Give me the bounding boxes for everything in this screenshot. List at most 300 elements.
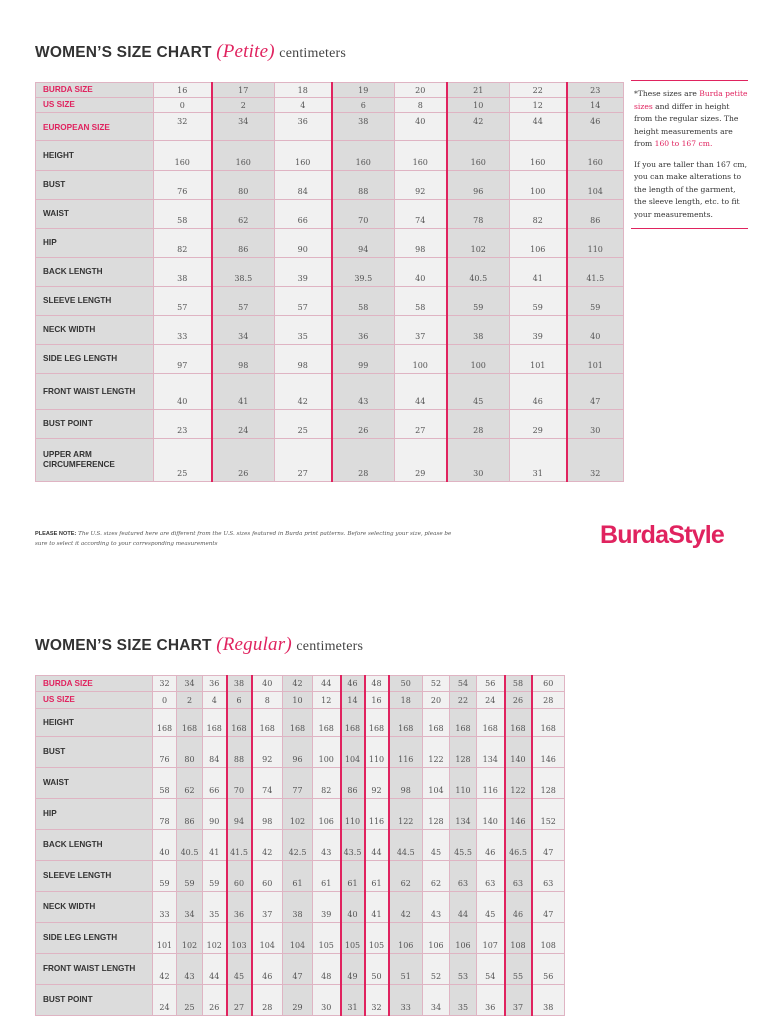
cell: 48 bbox=[313, 954, 341, 985]
cell: 82 bbox=[510, 200, 567, 229]
cell: 88 bbox=[332, 171, 395, 200]
side-note-paragraph: *These sizes are Burda petite sizes and differ in height from the regular sizes. The height measurements are from 160 to 167 cm. bbox=[634, 89, 748, 148]
cell: 160 bbox=[395, 141, 447, 171]
cell: 66 bbox=[203, 768, 227, 799]
table-row bbox=[36, 83, 624, 98]
cell: 70 bbox=[227, 768, 252, 799]
cell: 40 bbox=[154, 374, 212, 410]
cell: 58 bbox=[395, 287, 447, 316]
cell: 134 bbox=[477, 737, 505, 768]
cell: 122 bbox=[389, 799, 423, 830]
cell: 17 bbox=[212, 83, 275, 98]
petite-side-note bbox=[631, 80, 748, 229]
cell: 168 bbox=[532, 709, 565, 737]
cell: 25 bbox=[275, 410, 332, 439]
table-row bbox=[36, 692, 565, 709]
cell: 92 bbox=[395, 171, 447, 200]
cell: 168 bbox=[177, 709, 203, 737]
table-row bbox=[36, 439, 624, 482]
cell: 128 bbox=[450, 737, 477, 768]
cell: 28 bbox=[252, 985, 283, 1016]
cell: 61 bbox=[283, 861, 313, 892]
cell: 45 bbox=[477, 892, 505, 923]
cell: 8 bbox=[395, 98, 447, 113]
cell: 78 bbox=[153, 799, 177, 830]
cell: 40 bbox=[395, 113, 447, 141]
cell: 34 bbox=[423, 985, 450, 1016]
table-row bbox=[36, 141, 624, 171]
cell: 52 bbox=[423, 954, 450, 985]
cell: 46 bbox=[567, 113, 624, 141]
cell: 61 bbox=[313, 861, 341, 892]
cell: 98 bbox=[389, 768, 423, 799]
cell: 26 bbox=[505, 692, 532, 709]
cell: 105 bbox=[341, 923, 365, 954]
cell: 26 bbox=[203, 985, 227, 1016]
cell: 59 bbox=[177, 861, 203, 892]
cell: 152 bbox=[532, 799, 565, 830]
cell: 106 bbox=[423, 923, 450, 954]
table-row bbox=[36, 676, 565, 692]
cell: 168 bbox=[313, 709, 341, 737]
cell: 14 bbox=[341, 692, 365, 709]
cell: 105 bbox=[313, 923, 341, 954]
table-row bbox=[36, 287, 624, 316]
cell: 42 bbox=[447, 113, 510, 141]
cell: 105 bbox=[365, 923, 389, 954]
cell: 0 bbox=[153, 692, 177, 709]
cell: 56 bbox=[532, 954, 565, 985]
cell: 42 bbox=[252, 830, 283, 861]
cell: 41 bbox=[203, 830, 227, 861]
cell: 28 bbox=[447, 410, 510, 439]
cell: 42.5 bbox=[283, 830, 313, 861]
cell: 38 bbox=[154, 258, 212, 287]
cell: 22 bbox=[510, 83, 567, 98]
cell: 104 bbox=[341, 737, 365, 768]
cell: 122 bbox=[505, 768, 532, 799]
cell: 54 bbox=[477, 954, 505, 985]
cell: 92 bbox=[252, 737, 283, 768]
row-label: US SIZE bbox=[36, 98, 154, 113]
cell: 168 bbox=[341, 709, 365, 737]
cell: 43 bbox=[332, 374, 395, 410]
cell: 24 bbox=[212, 410, 275, 439]
cell: 16 bbox=[154, 83, 212, 98]
cell: 58 bbox=[332, 287, 395, 316]
cell: 36 bbox=[477, 985, 505, 1016]
cell: 33 bbox=[389, 985, 423, 1016]
row-label: BUST bbox=[36, 171, 154, 200]
cell: 27 bbox=[275, 439, 332, 482]
petite-title-text: WOMEN’S SIZE CHART bbox=[35, 44, 212, 61]
table-row bbox=[36, 799, 565, 830]
note-highlight: Burda petite sizes bbox=[634, 89, 748, 111]
regular-chart-title bbox=[35, 634, 363, 656]
cell: 14 bbox=[567, 98, 624, 113]
cell: 94 bbox=[227, 799, 252, 830]
cell: 37 bbox=[252, 892, 283, 923]
table-row bbox=[36, 923, 565, 954]
please-note-label: PLEASE NOTE: bbox=[35, 531, 77, 537]
cell: 46 bbox=[505, 892, 532, 923]
cell: 25 bbox=[154, 439, 212, 482]
cell: 42 bbox=[389, 892, 423, 923]
cell: 41.5 bbox=[567, 258, 624, 287]
cell: 33 bbox=[154, 316, 212, 345]
cell: 33 bbox=[153, 892, 177, 923]
cell: 42 bbox=[275, 374, 332, 410]
cell: 32 bbox=[365, 985, 389, 1016]
cell: 44 bbox=[450, 892, 477, 923]
cell: 49 bbox=[341, 954, 365, 985]
cell: 24 bbox=[153, 985, 177, 1016]
cell: 82 bbox=[313, 768, 341, 799]
cell: 101 bbox=[510, 345, 567, 374]
row-label: EUROPEAN SIZE bbox=[36, 113, 154, 141]
cell: 58 bbox=[154, 200, 212, 229]
cell: 98 bbox=[395, 229, 447, 258]
row-label: SIDE LEG LENGTH bbox=[36, 923, 153, 954]
cell: 46.5 bbox=[505, 830, 532, 861]
table-row bbox=[36, 113, 624, 141]
cell: 106 bbox=[313, 799, 341, 830]
table-row bbox=[36, 892, 565, 923]
cell: 98 bbox=[212, 345, 275, 374]
cell: 146 bbox=[532, 737, 565, 768]
cell: 45 bbox=[423, 830, 450, 861]
cell: 134 bbox=[450, 799, 477, 830]
cell: 16 bbox=[365, 692, 389, 709]
cell: 160 bbox=[567, 141, 624, 171]
cell: 102 bbox=[203, 923, 227, 954]
cell: 21 bbox=[447, 83, 510, 98]
cell: 86 bbox=[567, 200, 624, 229]
table-row bbox=[36, 171, 624, 200]
cell: 47 bbox=[283, 954, 313, 985]
cell: 140 bbox=[477, 799, 505, 830]
cell: 58 bbox=[153, 768, 177, 799]
cell: 60 bbox=[252, 861, 283, 892]
cell: 104 bbox=[423, 768, 450, 799]
cell: 52 bbox=[423, 676, 450, 692]
cell: 59 bbox=[510, 287, 567, 316]
cell: 10 bbox=[447, 98, 510, 113]
petite-chart-title bbox=[35, 41, 346, 63]
cell: 32 bbox=[153, 676, 177, 692]
cell: 110 bbox=[567, 229, 624, 258]
regular-title-text: WOMEN’S SIZE CHART bbox=[35, 637, 212, 654]
table-row bbox=[36, 229, 624, 258]
cell: 26 bbox=[212, 439, 275, 482]
row-label: BUST POINT bbox=[36, 985, 153, 1016]
row-label: WAIST bbox=[36, 200, 154, 229]
table-row bbox=[36, 98, 624, 113]
cell: 4 bbox=[275, 98, 332, 113]
cell: 36 bbox=[332, 316, 395, 345]
cell: 140 bbox=[505, 737, 532, 768]
cell: 160 bbox=[154, 141, 212, 171]
cell: 100 bbox=[395, 345, 447, 374]
cell: 25 bbox=[177, 985, 203, 1016]
cell: 36 bbox=[203, 676, 227, 692]
cell: 29 bbox=[283, 985, 313, 1016]
cell: 19 bbox=[332, 83, 395, 98]
cell: 38 bbox=[532, 985, 565, 1016]
note-text: These sizes are bbox=[637, 89, 697, 98]
side-note-paragraph: If you are taller than 167 cm, you can make alterations to the length of the garment, the sleeve length, etc. to fit your measurements. bbox=[634, 159, 747, 219]
cell: 28 bbox=[332, 439, 395, 482]
cell: 106 bbox=[450, 923, 477, 954]
cell: 104 bbox=[283, 923, 313, 954]
cell: 57 bbox=[212, 287, 275, 316]
cell: 107 bbox=[477, 923, 505, 954]
row-label: WAIST bbox=[36, 768, 153, 799]
row-label: HEIGHT bbox=[36, 141, 154, 171]
cell: 23 bbox=[567, 83, 624, 98]
cell: 74 bbox=[395, 200, 447, 229]
table-row bbox=[36, 861, 565, 892]
cell: 90 bbox=[203, 799, 227, 830]
cell: 34 bbox=[177, 892, 203, 923]
cell: 61 bbox=[365, 861, 389, 892]
cell: 61 bbox=[341, 861, 365, 892]
cell: 168 bbox=[283, 709, 313, 737]
cell: 63 bbox=[477, 861, 505, 892]
cell: 37 bbox=[505, 985, 532, 1016]
row-label: HIP bbox=[36, 799, 153, 830]
cell: 88 bbox=[227, 737, 252, 768]
row-label: US SIZE bbox=[36, 692, 153, 709]
cell: 54 bbox=[450, 676, 477, 692]
cell: 108 bbox=[505, 923, 532, 954]
cell: 116 bbox=[477, 768, 505, 799]
table-row bbox=[36, 200, 624, 229]
cell: 168 bbox=[505, 709, 532, 737]
cell: 96 bbox=[283, 737, 313, 768]
cell: 45 bbox=[227, 954, 252, 985]
cell: 100 bbox=[447, 345, 510, 374]
cell: 2 bbox=[212, 98, 275, 113]
cell: 62 bbox=[423, 861, 450, 892]
cell: 36 bbox=[275, 113, 332, 141]
cell: 59 bbox=[153, 861, 177, 892]
row-label: BACK LENGTH bbox=[36, 258, 154, 287]
cell: 80 bbox=[177, 737, 203, 768]
cell: 41.5 bbox=[227, 830, 252, 861]
cell: 45.5 bbox=[450, 830, 477, 861]
cell: 102 bbox=[177, 923, 203, 954]
cell: 58 bbox=[505, 676, 532, 692]
row-label: FRONT WAIST LENGTH bbox=[36, 954, 153, 985]
cell: 101 bbox=[153, 923, 177, 954]
cell: 62 bbox=[212, 200, 275, 229]
cell: 44 bbox=[313, 676, 341, 692]
table-row bbox=[36, 830, 565, 861]
cell: 30 bbox=[313, 985, 341, 1016]
cell: 35 bbox=[203, 892, 227, 923]
cell: 116 bbox=[389, 737, 423, 768]
cell: 97 bbox=[154, 345, 212, 374]
cell: 46 bbox=[477, 830, 505, 861]
cell: 168 bbox=[389, 709, 423, 737]
cell: 168 bbox=[203, 709, 227, 737]
cell: 2 bbox=[177, 692, 203, 709]
cell: 38 bbox=[447, 316, 510, 345]
table-row bbox=[36, 258, 624, 287]
cell: 90 bbox=[275, 229, 332, 258]
cell: 44 bbox=[203, 954, 227, 985]
cell: 10 bbox=[283, 692, 313, 709]
cell: 22 bbox=[450, 692, 477, 709]
cell: 160 bbox=[332, 141, 395, 171]
cell: 76 bbox=[153, 737, 177, 768]
cell: 20 bbox=[395, 83, 447, 98]
cell: 104 bbox=[252, 923, 283, 954]
cell: 47 bbox=[532, 830, 565, 861]
cell: 45 bbox=[447, 374, 510, 410]
cell: 36 bbox=[227, 892, 252, 923]
cell: 86 bbox=[341, 768, 365, 799]
cell: 168 bbox=[252, 709, 283, 737]
cell: 110 bbox=[365, 737, 389, 768]
cell: 47 bbox=[567, 374, 624, 410]
note-highlight: 160 to 167 cm. bbox=[654, 139, 713, 148]
cell: 34 bbox=[212, 113, 275, 141]
cell: 53 bbox=[450, 954, 477, 985]
row-label: BURDA SIZE bbox=[36, 83, 154, 98]
cell: 0 bbox=[154, 98, 212, 113]
cell: 30 bbox=[447, 439, 510, 482]
cell: 168 bbox=[227, 709, 252, 737]
cell: 18 bbox=[389, 692, 423, 709]
cell: 29 bbox=[510, 410, 567, 439]
cell: 102 bbox=[283, 799, 313, 830]
cell: 168 bbox=[365, 709, 389, 737]
row-label: SIDE LEG LENGTH bbox=[36, 345, 154, 374]
cell: 40.5 bbox=[177, 830, 203, 861]
cell: 27 bbox=[227, 985, 252, 1016]
cell: 78 bbox=[447, 200, 510, 229]
cell: 106 bbox=[510, 229, 567, 258]
cell: 59 bbox=[567, 287, 624, 316]
cell: 29 bbox=[395, 439, 447, 482]
petite-variant: (Petite) bbox=[216, 41, 275, 62]
cell: 76 bbox=[154, 171, 212, 200]
table-row bbox=[36, 737, 565, 768]
row-label: HIP bbox=[36, 229, 154, 258]
cell: 40 bbox=[153, 830, 177, 861]
cell: 108 bbox=[532, 923, 565, 954]
cell: 28 bbox=[532, 692, 565, 709]
row-label: BACK LENGTH bbox=[36, 830, 153, 861]
cell: 63 bbox=[505, 861, 532, 892]
cell: 160 bbox=[447, 141, 510, 171]
burdastyle-logo: BurdaStyle bbox=[600, 521, 724, 549]
cell: 39 bbox=[313, 892, 341, 923]
cell: 43.5 bbox=[341, 830, 365, 861]
cell: 50 bbox=[389, 676, 423, 692]
cell: 51 bbox=[389, 954, 423, 985]
cell: 102 bbox=[447, 229, 510, 258]
regular-unit: centimeters bbox=[296, 639, 364, 654]
cell: 86 bbox=[177, 799, 203, 830]
cell: 34 bbox=[177, 676, 203, 692]
table-row bbox=[36, 374, 624, 410]
cell: 39 bbox=[275, 258, 332, 287]
table-row bbox=[36, 345, 624, 374]
cell: 26 bbox=[332, 410, 395, 439]
cell: 55 bbox=[505, 954, 532, 985]
cell: 34 bbox=[212, 316, 275, 345]
cell: 32 bbox=[567, 439, 624, 482]
cell: 128 bbox=[532, 768, 565, 799]
cell: 48 bbox=[365, 676, 389, 692]
cell: 43 bbox=[423, 892, 450, 923]
cell: 30 bbox=[567, 410, 624, 439]
cell: 23 bbox=[154, 410, 212, 439]
cell: 122 bbox=[423, 737, 450, 768]
cell: 42 bbox=[153, 954, 177, 985]
cell: 46 bbox=[341, 676, 365, 692]
table-row bbox=[36, 954, 565, 985]
cell: 38 bbox=[227, 676, 252, 692]
cell: 44 bbox=[365, 830, 389, 861]
cell: 168 bbox=[153, 709, 177, 737]
row-label: SLEEVE LENGTH bbox=[36, 861, 153, 892]
cell: 84 bbox=[275, 171, 332, 200]
cell: 128 bbox=[423, 799, 450, 830]
row-label: HEIGHT bbox=[36, 709, 153, 737]
cell: 40 bbox=[341, 892, 365, 923]
cell: 74 bbox=[252, 768, 283, 799]
cell: 6 bbox=[332, 98, 395, 113]
cell: 104 bbox=[567, 171, 624, 200]
cell: 103 bbox=[227, 923, 252, 954]
cell: 80 bbox=[212, 171, 275, 200]
cell: 70 bbox=[332, 200, 395, 229]
cell: 77 bbox=[283, 768, 313, 799]
cell: 41 bbox=[510, 258, 567, 287]
cell: 12 bbox=[313, 692, 341, 709]
cell: 6 bbox=[227, 692, 252, 709]
cell: 40.5 bbox=[447, 258, 510, 287]
row-label: SLEEVE LENGTH bbox=[36, 287, 154, 316]
please-note-text: The U.S. sizes featured here are different from the U.S. sizes featured in Burda print patterns. Before selecting your size, please be sure to select it according to your corresponding measurements bbox=[35, 531, 452, 547]
row-label: BUST POINT bbox=[36, 410, 154, 439]
row-label: NECK WIDTH bbox=[36, 892, 153, 923]
cell: 100 bbox=[313, 737, 341, 768]
cell: 94 bbox=[332, 229, 395, 258]
cell: 63 bbox=[450, 861, 477, 892]
cell: 35 bbox=[275, 316, 332, 345]
cell: 160 bbox=[510, 141, 567, 171]
cell: 98 bbox=[275, 345, 332, 374]
cell: 66 bbox=[275, 200, 332, 229]
cell: 27 bbox=[395, 410, 447, 439]
cell: 46 bbox=[252, 954, 283, 985]
cell: 32 bbox=[154, 113, 212, 141]
cell: 62 bbox=[177, 768, 203, 799]
cell: 60 bbox=[227, 861, 252, 892]
table-row bbox=[36, 410, 624, 439]
cell: 146 bbox=[505, 799, 532, 830]
cell: 35 bbox=[450, 985, 477, 1016]
cell: 57 bbox=[275, 287, 332, 316]
cell: 12 bbox=[510, 98, 567, 113]
cell: 42 bbox=[283, 676, 313, 692]
cell: 20 bbox=[423, 692, 450, 709]
